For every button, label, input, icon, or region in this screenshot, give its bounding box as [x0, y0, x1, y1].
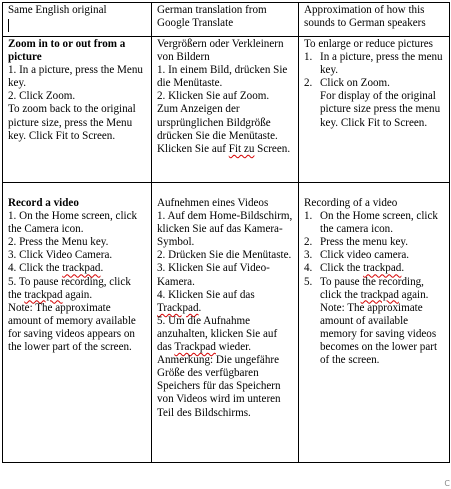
video-english-step-5-end: again.: [62, 288, 93, 301]
video-german-title: Aufnehmen eines Videos: [157, 197, 269, 209]
zoom-english-note: To zoom back to the original picture size, press the Menu key. Click Fit to Screen.: [8, 103, 136, 142]
zoom-english-title: Zoom in to or out from a picture: [8, 38, 126, 64]
video-approximation-step-1: On the Home screen, click the camera icon.: [320, 210, 438, 236]
video-approximation-step-3: Click video camera.: [320, 249, 410, 262]
video-approximation-step-5-trackpad: trackpad: [360, 288, 399, 301]
comparison-table: [2, 2, 450, 463]
video-approximation-step-2: Press the menu key.: [320, 236, 409, 249]
video-english-step-4-end: .: [100, 262, 104, 275]
video-german-step-5-text: 5. Um die Aufnahme anzuhalten, klicken Sie auf das: [157, 314, 278, 354]
video-german-step-4-trackpad: Trackpad: [157, 301, 199, 314]
video-english-step-1: 1. On the Home screen, click the Camera icon.: [8, 210, 138, 236]
zoom-german-note-fit: Fit zu: [228, 142, 255, 155]
video-approximation-step-5-end: again.: [398, 288, 429, 301]
video-english-step-4-text: 4. Click the: [8, 262, 63, 275]
video-german-step-4: [157, 289, 293, 315]
header-english-original: [3, 3, 152, 37]
video-german-note: Anmerkung: Die ungefähre Größe des verfügbaren Speichers für das Speichern von Videos wird im unteren Teil des Bildschirms.: [157, 354, 281, 419]
text-cursor: [8, 19, 9, 32]
video-english-step-5-trackpad: trackpad: [24, 288, 63, 301]
zoom-german-step-2: 2. Klicken Sie auf Zoom.: [157, 90, 270, 103]
zoom-section-row: [3, 37, 450, 183]
video-approximation-steps: [304, 210, 444, 302]
zoom-german-note-text: Zum Anzeigen der ursprünglichen Bildgröße drücken Sie die Menütaste. Klicken Sie auf: [157, 103, 278, 155]
corner-mark: C: [444, 479, 450, 488]
video-approximation-step-5-text: To pause the recording, click the: [320, 275, 424, 301]
header-approximation: [299, 3, 450, 37]
video-german-step-5-end: wieder.: [215, 341, 251, 354]
zoom-approximation-title: To enlarge or reduce pictures: [304, 38, 434, 50]
video-english-step-4: [8, 262, 146, 275]
video-approximation-step-4: [320, 262, 444, 275]
video-german-step-4-text: 4. Klicken Sie auf das: [157, 288, 255, 301]
video-german-step-3: 3. Klicken Sie auf Video-Kamera.: [157, 262, 270, 288]
zoom-german-cell: [152, 37, 299, 183]
header-german-text: German translation from Google Translate: [157, 4, 267, 30]
video-german-step-5-trackpad: Trackpad: [174, 341, 216, 354]
video-approximation-cell: [299, 183, 450, 463]
header-english-text: Same English original: [8, 4, 107, 16]
zoom-approximation-steps: [304, 51, 444, 90]
zoom-german-note-end: Screen.: [254, 142, 291, 155]
video-english-step-5: [8, 276, 146, 302]
zoom-english-step-2: 2. Click Zoom.: [8, 90, 76, 103]
video-approximation-step-5: [320, 276, 444, 302]
video-german-step-5: [157, 315, 293, 354]
video-german-cell: [152, 183, 299, 463]
video-english-step-2: 2. Press the Menu key.: [8, 236, 109, 249]
video-approximation-step-4-trackpad: trackpad: [363, 262, 402, 275]
zoom-approximation-cell: [299, 37, 450, 183]
video-section-row: [3, 183, 450, 463]
video-approximation-note: Note: The approximate amount of available memory for saving videos becomes on the lower part of the screen.: [320, 301, 438, 367]
zoom-german-note: [157, 103, 293, 155]
header-german-translation: [152, 3, 299, 37]
zoom-german-title: Vergrößern oder Verkleinern von Bildern: [157, 38, 284, 64]
video-german-step-1: 1. Auf dem Home-Bildschirm, klicken Sie auf das Kamera-Symbol.: [157, 210, 293, 249]
zoom-approximation-step-2: Click on Zoom.: [320, 77, 390, 90]
zoom-english-step-1: 1. In a picture, press the Menu key.: [8, 64, 143, 90]
video-english-title: Record a video: [8, 197, 79, 209]
zoom-english-cell: [3, 37, 152, 183]
video-english-step-3: 3. Click Video Camera.: [8, 249, 113, 262]
video-english-step-4-trackpad: trackpad: [62, 262, 101, 275]
zoom-approximation-step-1: In a picture, press the menu key.: [320, 51, 443, 77]
video-english-step-5-text: 5. To pause recording, click the: [8, 275, 131, 301]
video-english-cell: [3, 183, 152, 463]
header-approximation-text: Approximation of how this sounds to German speakers: [304, 4, 426, 30]
zoom-approximation-note: For display of the original picture size press the menu key. Click Fit to Screen.: [320, 90, 441, 129]
video-german-step-4-end: .: [198, 301, 202, 314]
video-approximation-step-4-end: .: [401, 262, 405, 275]
video-english-note: Note: The approximate amount of memory available for saving videos appears on the lower part of the screen.: [8, 301, 136, 354]
header-row: [3, 3, 450, 37]
zoom-german-step-1: 1. In einem Bild, drücken Sie die Menütaste.: [157, 64, 288, 90]
video-german-step-2: 2. Drücken Sie die Menütaste.: [157, 249, 292, 262]
video-approximation-step-4-text: Click the: [320, 262, 364, 275]
video-approximation-title: Recording of a video: [304, 197, 398, 209]
